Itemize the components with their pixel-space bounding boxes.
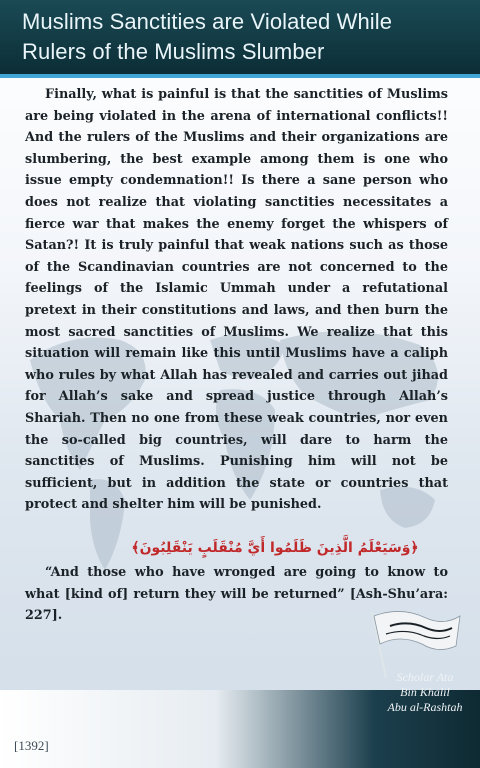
author-line: Bin Khalil (400, 685, 450, 699)
verse-translation: “And those who have wronged are going to know to what [kind of] return they will be returned” [Ash-Shu’ara: 227]. (25, 565, 448, 624)
quran-verse-arabic: ﴿وَسَيَعْلَمُ الَّذِينَ ظَلَمُوا أَيَّ مُنْقَلَبٍ يَنْقَلِبُونَ﴾ (131, 540, 419, 556)
author-signature (370, 670, 480, 715)
page-number: [1392] (14, 738, 49, 753)
header-banner (0, 0, 480, 78)
author-line: Scholar Ata (396, 670, 454, 684)
author-line: Abu al-Rashtah (387, 700, 463, 714)
article-paragraph: Finally, what is painful is that the sanctities of Muslims are being violated in the arena of international conflicts!! And the rulers of the Muslims and their organizations are slumbering, the best example among them is one who issue empty condemnation!! Is there a sane person who does not realize that violating sanctities necessitates a fierce war that makes the enemy forget the whispers of Satan?! It is truly painful that weak nations such as those of the Scandinavian countries are not concerned to the feelings of the Islamic Ummah under a refutational pretext in their constitutions and laws, and then burn the most sacred sanctities of Muslims. We realize that this situation will remain like this until Muslims have a caliph who rules by what Allah has revealed and carries out jihad for Allah’s sake and spread justice through Allah’s Shariah. Then no one from these weak countries, nor even the so-called big countries, will dare to harm the sanctities of Muslims. Punishing him will not be sufficient, but in addition the state or countries that protect and shelter him will be punished. (25, 87, 448, 513)
page-title: Muslims Sanctities are Violated While Rulers of the Muslims Slumber (22, 9, 393, 64)
